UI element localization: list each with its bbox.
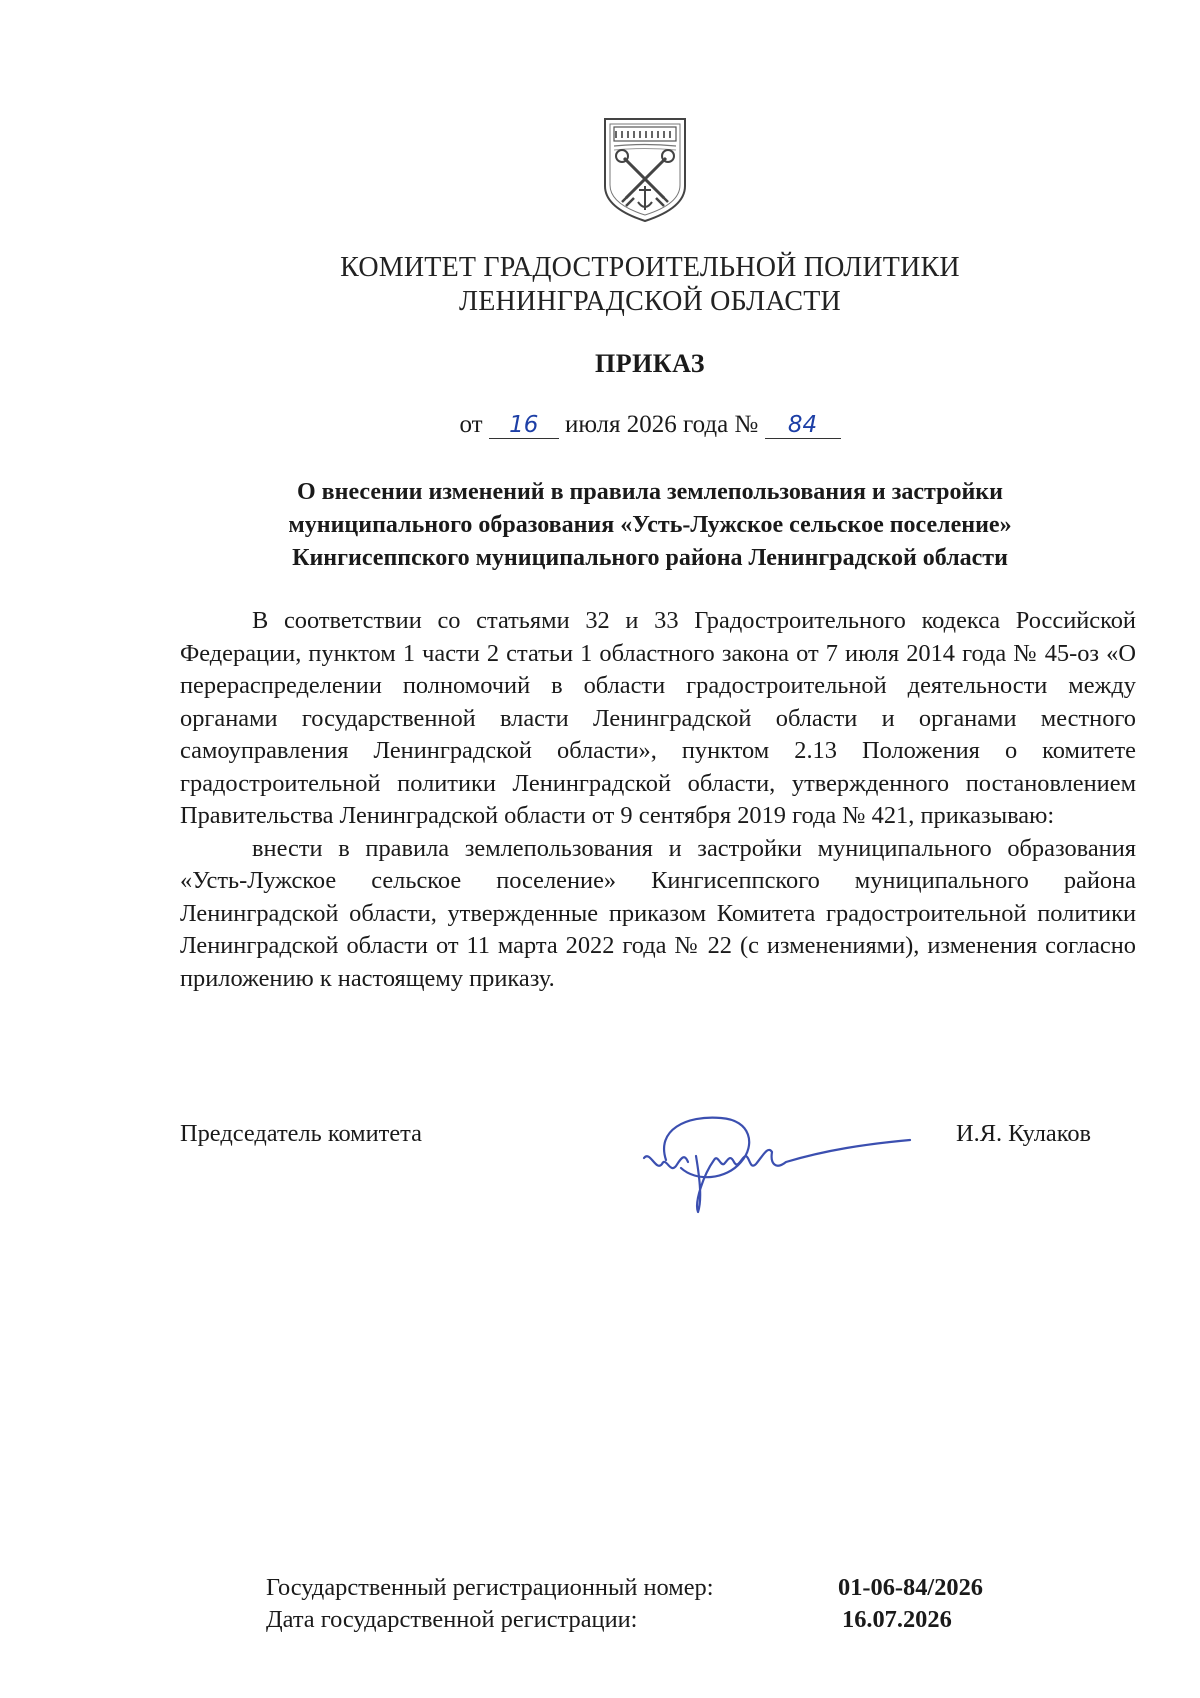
document-date-line: [180, 411, 1120, 439]
registration-date-label: Дата государственной регистрации:: [266, 1606, 638, 1633]
handwritten-day: 16: [489, 412, 559, 439]
body-paragraph: В соответствии со статьями 32 и 33 Градостроительного кодекса Российской Федерации, пунктом 1 части 2 статьи 1 областного закона от 7 июля 2014 года № 45-оз «О перераспределении полномочий в области градостроительной деятельности между органами государственной власти Ленинградской области и органами местного самоуправления Ленинградской области», пунктом 2.13 Положения о комитете градостроительной политики Ленинградской области, утвержденного постановлением Правительства Ленинградской области от 9 сентября 2019 года № 421, приказываю:: [180, 607, 1136, 829]
signer-position: Председатель комитета: [180, 1120, 422, 1147]
subject-line: О внесении изменений в правила землепользования и застройки: [297, 479, 1003, 505]
subject-line: Кингисеппского муниципального района Ленинградской области: [292, 545, 1008, 571]
leningrad-oblast-coat-of-arms-icon: [602, 116, 688, 224]
subject-line: муниципального образования «Усть-Лужское сельское поселение»: [288, 512, 1012, 538]
document-body: [180, 605, 1136, 995]
handwritten-document-number: 84: [765, 412, 841, 439]
document-type: ПРИКАЗ: [594, 349, 706, 378]
signer-name: И.Я. Кулаков: [956, 1120, 1092, 1147]
body-paragraph: внести в правила землепользования и застройки муниципального образования «Усть-Лужское сельское поселение» Кингисеппского муниципального района Ленинградской области, утвержденные приказом Комитета градостроительной политики Ленинградской области от 11 марта 2022 года № 22 (с изменениями), изменения согласно приложению к настоящему приказу.: [180, 834, 1136, 992]
registration-date-value: 16.07.2026: [842, 1606, 952, 1633]
document-subject: [180, 476, 1120, 575]
handwritten-signature: [626, 1090, 916, 1220]
registration-number-value: 01-06-84/2026: [838, 1574, 983, 1601]
date-prefix: от: [459, 411, 483, 438]
organization-name-line2: ЛЕНИНГРАДСКОЙ ОБЛАСТИ: [459, 286, 841, 317]
organization-name-line1: КОМИТЕТ ГРАДОСТРОИТЕЛЬНОЙ ПОЛИТИКИ: [340, 252, 960, 283]
registration-number-label: Государственный регистрационный номер:: [266, 1574, 714, 1601]
month-year-text: июля 2026 года №: [565, 411, 759, 438]
